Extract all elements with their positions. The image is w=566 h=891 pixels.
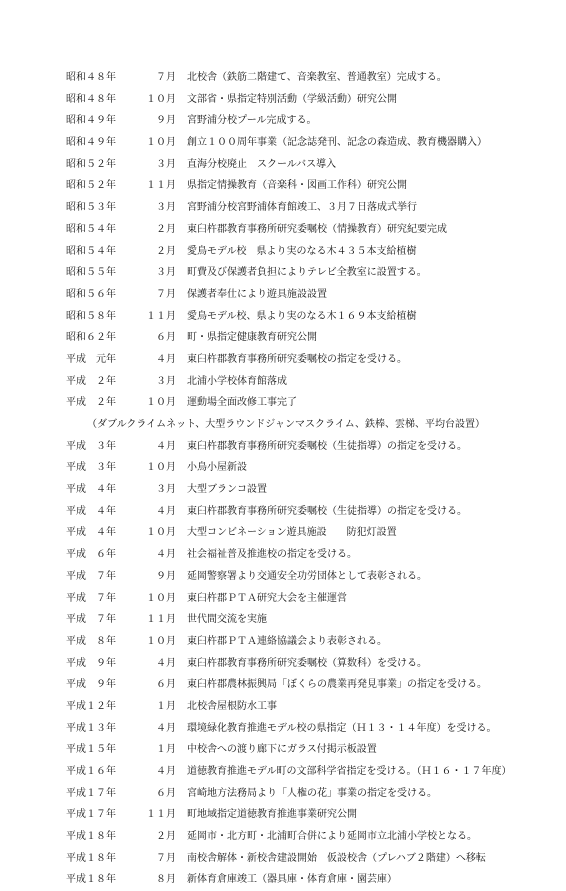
year-cell: 平成 ３年 (66, 462, 116, 474)
year-cell: 昭和４８年 (66, 93, 116, 105)
year-cell: 平成 ４年 (66, 484, 116, 496)
event-text: 愛鳥モデル校 県より実のなる木４３５本支給植樹 (187, 245, 417, 257)
year-cell: 昭和５２年 (66, 180, 116, 192)
event-text: 東臼杵郡教育事務所研究委嘱校（生徒指導）の指定を受ける。 (187, 505, 467, 517)
event-text: （ダブルクライムネット、大型ラウンドジャンマスクライム、鉄棒、雲梯、平均台設置） (87, 419, 485, 430)
event-text: 宮野浦分校宮野浦体育館竣工、３月７日落成式挙行 (187, 202, 417, 214)
month-cell: ３月 (156, 202, 176, 214)
month-cell: ８月 (156, 874, 176, 886)
month-cell: １月 (156, 744, 176, 756)
history-table (66, 67, 556, 891)
event-text: 宮野浦分校プール完成する。 (187, 115, 317, 127)
month-cell: １０月 (146, 635, 176, 647)
history-row (66, 869, 556, 891)
event-text: 北浦小学校体育館落成 (187, 375, 287, 387)
event-text: 環境緑化教育推進モデル校の県指定（Ｈ１３・１４年度）を受ける。 (187, 722, 497, 734)
year-cell: 平成１２年 (66, 700, 116, 712)
year-cell: 昭和５２年 (66, 158, 116, 170)
month-cell: ４月 (156, 440, 176, 452)
month-cell: ４月 (156, 722, 176, 734)
history-row (66, 392, 556, 414)
history-row (66, 479, 556, 501)
month-cell: １１月 (146, 809, 176, 821)
year-cell: 昭和６２年 (66, 332, 116, 344)
year-cell: 昭和５８年 (66, 310, 116, 322)
event-text: 創立１００周年事業（記念誌発刊、記念の森造成、教育機器購入） (187, 137, 487, 149)
month-cell: ４月 (156, 353, 176, 365)
event-text: 直海分校廃止 スクールバス導入 (187, 158, 337, 170)
history-row (66, 804, 556, 826)
year-cell: 昭和５４年 (66, 223, 116, 235)
history-row (66, 132, 556, 154)
month-cell: ３月 (156, 484, 176, 496)
event-text: 保護者奉仕により遊具施設設置 (187, 288, 327, 300)
year-cell: 平成 ７年 (66, 614, 116, 626)
month-cell: ３月 (156, 158, 176, 170)
month-cell: １０月 (146, 527, 176, 539)
history-row (66, 718, 556, 740)
month-cell: ２月 (156, 245, 176, 257)
year-cell: 昭和５５年 (66, 267, 116, 279)
history-note-row (66, 414, 556, 436)
year-cell: 平成１８年 (66, 874, 116, 886)
history-row (66, 522, 556, 544)
month-cell: ７月 (156, 72, 176, 83)
year-cell: 平成１３年 (66, 722, 116, 734)
event-text: 町費及び保護者負担によりテレビ全教室に設置する。 (187, 267, 427, 279)
month-cell: １０月 (146, 397, 176, 409)
history-row (66, 588, 556, 610)
history-row (66, 327, 556, 349)
history-row (66, 306, 556, 328)
year-cell: 平成１６年 (66, 766, 116, 777)
year-cell: 平成１７年 (66, 787, 116, 799)
month-cell: １０月 (146, 137, 176, 149)
history-row (66, 609, 556, 631)
month-cell: ６月 (156, 787, 176, 799)
history-row (66, 653, 556, 675)
history-row (66, 175, 556, 197)
history-row (66, 67, 556, 89)
history-row (66, 89, 556, 111)
event-text: 東臼杵郡教育事務所研究委嘱校（情操教育）研究紀要完成 (187, 223, 447, 235)
history-row (66, 696, 556, 718)
month-cell: ７月 (156, 852, 176, 864)
month-cell: ４月 (156, 505, 176, 517)
event-text: 東臼杵郡農林振興局「ぼくらの農業再発見事業」の指定を受ける。 (187, 679, 487, 691)
year-cell: 平成 元年 (66, 353, 116, 365)
year-cell: 昭和５３年 (66, 202, 116, 214)
year-cell: 平成 ４年 (66, 505, 116, 517)
year-cell: 昭和５４年 (66, 245, 116, 257)
history-row (66, 110, 556, 132)
history-row (66, 501, 556, 523)
history-row (66, 219, 556, 241)
event-text: 東臼杵郡教育事務所研究委嘱校の指定を受ける。 (187, 353, 407, 365)
month-cell: ４月 (156, 657, 176, 669)
history-row (66, 457, 556, 479)
year-cell: 平成 ９年 (66, 657, 116, 669)
history-row (66, 262, 556, 284)
history-row (66, 739, 556, 761)
event-text: 中校舎への渡り廊下にガラス付掲示板設置 (187, 744, 377, 756)
history-row (66, 848, 556, 870)
event-text: 社会福祉普及推進校の指定を受ける。 (187, 549, 357, 561)
event-text: 町・県指定健康教育研究公開 (187, 332, 317, 344)
event-text: 南校舎解体・新校舎建設開始 仮設校舎（プレハブ２階建）へ移転 (187, 852, 486, 864)
year-cell: 平成 ２年 (66, 375, 116, 387)
month-cell: ９月 (156, 570, 176, 582)
month-cell: １月 (156, 700, 176, 712)
event-text: 延岡市・北方町・北浦町合併により延岡市立北浦小学校となる。 (187, 831, 477, 843)
year-cell: 平成 ６年 (66, 549, 116, 561)
history-row (66, 544, 556, 566)
month-cell: １１月 (146, 310, 176, 322)
year-cell: 平成１８年 (66, 852, 116, 864)
month-cell: ３月 (156, 375, 176, 387)
history-row (66, 284, 556, 306)
month-cell: ４月 (156, 549, 176, 561)
event-text: 大型コンビネーション遊具施設 防犯灯設置 (187, 527, 397, 539)
event-text: 運動場全面改修工事完了 (187, 397, 297, 409)
event-text: 延岡警察署より交通安全功労団体として表彰される。 (187, 570, 427, 582)
history-row (66, 197, 556, 219)
year-cell: 平成 ７年 (66, 570, 116, 582)
event-text: 道徳教育推進モデル町の文部科学省指定を受ける。（Ｈ１６・１７年度） (187, 766, 512, 777)
year-cell: 平成 ３年 (66, 440, 116, 452)
event-text: 小鳥小屋新設 (187, 462, 247, 474)
event-text: 愛鳥モデル校、県より実のなる木１６９本支給植樹 (187, 310, 417, 322)
month-cell: ６月 (156, 332, 176, 344)
year-cell: 平成１８年 (66, 831, 116, 843)
event-text: 東臼杵郡ＰＴＡ研究大会を主催運営 (187, 592, 347, 604)
year-cell: 平成 ８年 (66, 635, 116, 647)
event-text: 東臼杵郡教育事務所研究委嘱校（算数科）を受ける。 (187, 657, 427, 669)
year-cell: 平成 ４年 (66, 527, 116, 539)
event-text: 宮崎地方法務局より「人権の花」事業の指定を受ける。 (187, 787, 437, 799)
year-cell: 昭和５６年 (66, 288, 116, 300)
history-row (66, 761, 556, 783)
event-text: 東臼杵郡ＰＴＡ連絡協議会より表彰される。 (187, 635, 387, 647)
history-row (66, 631, 556, 653)
month-cell: １０月 (146, 462, 176, 474)
month-cell: ２月 (156, 223, 176, 235)
history-row (66, 674, 556, 696)
month-cell: ２月 (156, 831, 176, 843)
year-cell: 平成１７年 (66, 809, 116, 821)
event-text: 大型ブランコ設置 (187, 484, 267, 496)
month-cell: ７月 (156, 288, 176, 300)
history-row (66, 154, 556, 176)
month-cell: ６月 (156, 679, 176, 691)
event-text: 県指定情操教育（音楽科・図画工作科）研究公開 (187, 180, 407, 192)
event-text: 文部省・県指定特別活動（学級活動）研究公開 (187, 93, 397, 105)
month-cell: １０月 (146, 93, 176, 105)
year-cell: 昭和４９年 (66, 115, 116, 127)
month-cell: １１月 (146, 614, 176, 626)
event-text: 世代間交流を実施 (187, 614, 267, 626)
event-text: 新体育倉庫竣工（器具庫・体育倉庫・園芸庫） (187, 874, 397, 886)
event-text: 北校舎屋根防水工事 (187, 700, 277, 712)
year-cell: 平成１５年 (66, 744, 116, 756)
month-cell: １０月 (146, 592, 176, 604)
month-cell: ３月 (156, 267, 176, 279)
year-cell: 平成 ９年 (66, 679, 116, 691)
history-row (66, 826, 556, 848)
history-row (66, 371, 556, 393)
history-row (66, 783, 556, 805)
history-row (66, 436, 556, 458)
year-cell: 平成 ２年 (66, 397, 116, 409)
month-cell: １１月 (146, 180, 176, 192)
event-text: 町地域指定道徳教育推進事業研究公開 (187, 809, 357, 821)
event-text: 東臼杵郡教育事務所研究委嘱校（生徒指導）の指定を受ける。 (187, 440, 467, 452)
history-row (66, 241, 556, 263)
history-row (66, 349, 556, 371)
year-cell: 平成 ７年 (66, 592, 116, 604)
month-cell: ９月 (156, 115, 176, 127)
event-text: 北校舎（鉄筋二階建て、音楽教室、普通教室）完成する。 (187, 72, 447, 83)
history-row (66, 566, 556, 588)
year-cell: 昭和４８年 (66, 72, 116, 83)
month-cell: ４月 (156, 766, 176, 777)
year-cell: 昭和４９年 (66, 137, 116, 149)
